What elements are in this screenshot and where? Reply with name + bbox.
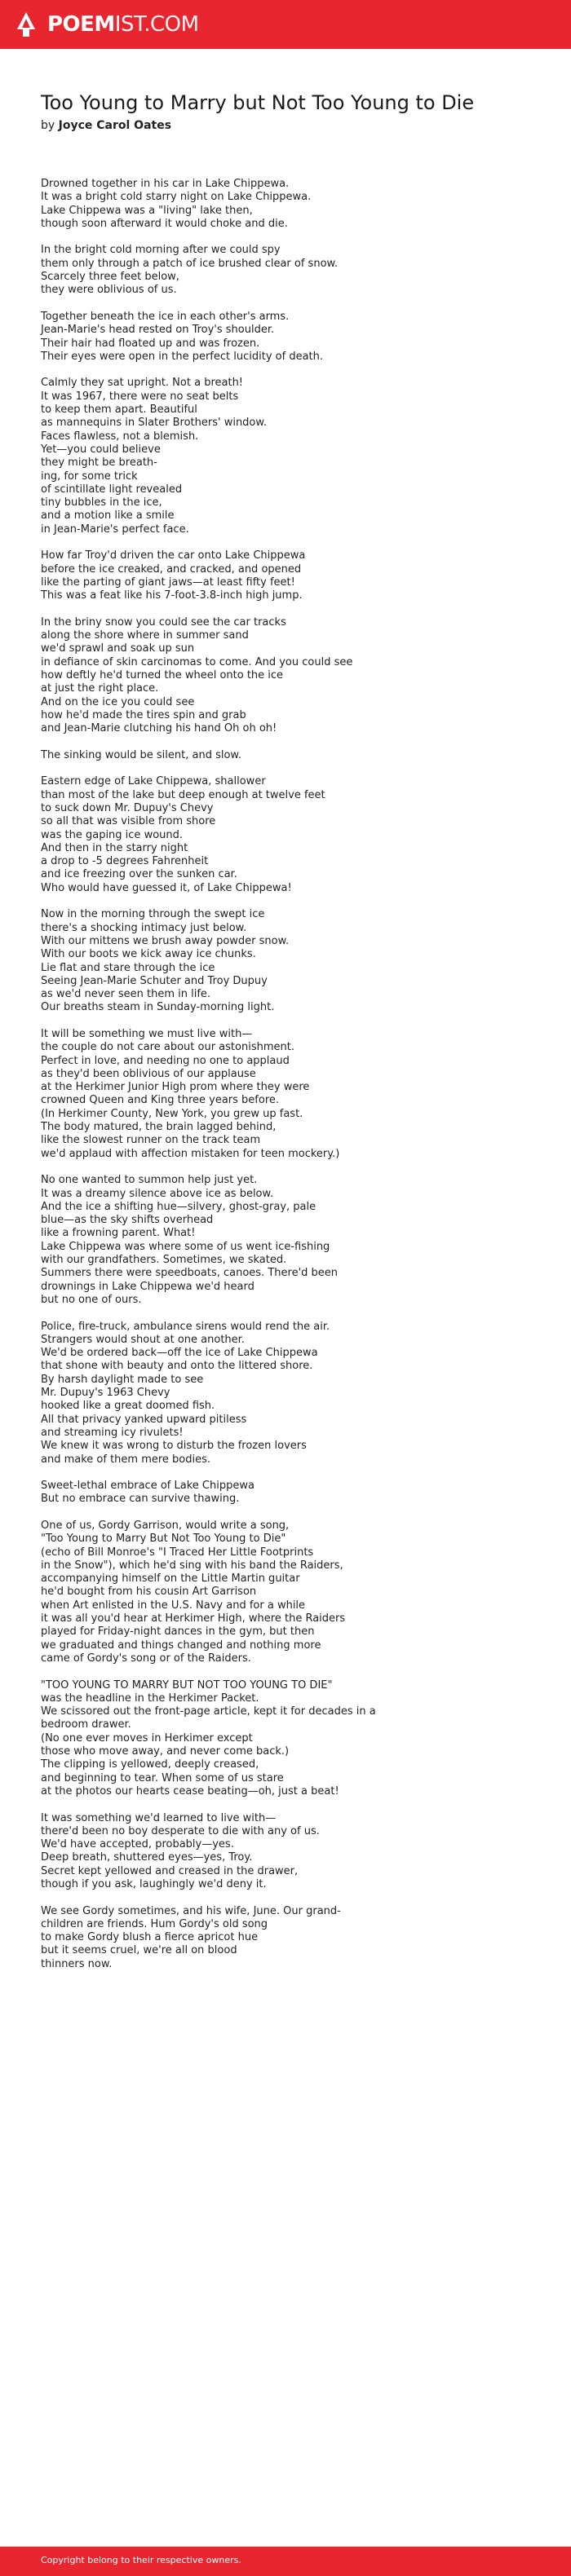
poem-line: Lake Chippewa was a "living" lake then, bbox=[41, 204, 253, 217]
poem-line: but no one of ours. bbox=[41, 1293, 142, 1306]
poem-line: It will be something we must live with— bbox=[41, 1028, 253, 1040]
poem-line: came of Gordy's song or of the Raiders. bbox=[41, 1652, 251, 1665]
poem-line: We scissored out the front-page article, kept it for decades in a bbox=[41, 1705, 376, 1718]
stanza bbox=[41, 775, 538, 895]
poem-line: The body matured, the brain lagged behind, bbox=[41, 1121, 277, 1134]
poem-line: And then in the starry night bbox=[41, 841, 188, 854]
poem-line: (No one ever moves in Herkimer except bbox=[41, 1731, 253, 1745]
poem-line: All that privacy yanked upward pitiless bbox=[41, 1413, 247, 1426]
poem-line: and streaming icy rivulets! bbox=[41, 1426, 184, 1439]
poem-line: and Jean-Marie clutching his hand Oh oh oh! bbox=[41, 722, 277, 735]
stanza bbox=[41, 178, 538, 231]
poem-line: Eastern edge of Lake Chippewa, shallower bbox=[41, 775, 266, 788]
poem-line: how deftly he'd turned the wheel onto the ice bbox=[41, 668, 284, 681]
poem-line: No one wanted to summon help just yet. bbox=[41, 1174, 258, 1187]
poem-line: played for Friday-night dances in the gym, but then bbox=[41, 1625, 315, 1639]
poem-line: crowned Queen and King three years before. bbox=[41, 1094, 280, 1107]
copyright-notice: Copyright belong to their respective owners. bbox=[41, 2555, 241, 2565]
poem-line: In the bright cold morning after we could spy bbox=[41, 244, 281, 257]
stanza bbox=[41, 1520, 538, 1665]
poem-line: to keep them apart. Beautiful bbox=[41, 404, 197, 417]
poem-line: the couple do not care about our astonishment. bbox=[41, 1041, 294, 1054]
poem-line: thinners now. bbox=[41, 1957, 113, 1970]
poem-line: them only through a patch of ice brushed clear of snow. bbox=[41, 257, 339, 270]
poem-line: when Art enlisted in the U.S. Navy and for a while bbox=[41, 1599, 306, 1612]
poem-line: they were oblivious of us. bbox=[41, 284, 177, 297]
poem-line: bedroom drawer. bbox=[41, 1718, 131, 1731]
poem-line: as mannequins in Slater Brothers' window. bbox=[41, 417, 267, 430]
site-logo[interactable] bbox=[47, 12, 199, 37]
stanza bbox=[41, 1480, 538, 1506]
stanza bbox=[41, 749, 538, 762]
poem-line: we'd applaud with affection mistaken for teen mockery.) bbox=[41, 1147, 340, 1160]
poem-line: children are friends. Hum Gordy's old song bbox=[41, 1917, 268, 1930]
poem-line: With our boots we kick away ice chunks. bbox=[41, 948, 256, 961]
poem-line: than most of the lake but deep enough at twelve feet bbox=[41, 788, 325, 801]
poem-line: In the briny snow you could see the car tracks bbox=[41, 615, 286, 629]
poem-line: How far Troy'd driven the car onto Lake Chippewa bbox=[41, 549, 306, 562]
poem-line: Calmly they sat upright. Not a breath! bbox=[41, 377, 244, 390]
stanza bbox=[41, 908, 538, 1014]
poem-line: with our grandfathers. Sometimes, we skated. bbox=[41, 1254, 287, 1267]
poem-line: Yet—you could believe bbox=[41, 443, 161, 456]
stanza bbox=[41, 1321, 538, 1467]
author-link[interactable]: Joyce Carol Oates bbox=[58, 119, 172, 132]
poem-line: Their eyes were open in the perfect lucidity of death. bbox=[41, 350, 323, 363]
poem-line: a drop to -5 degrees Fahrenheit bbox=[41, 855, 209, 868]
stanza bbox=[41, 549, 538, 602]
poem-line: they might be breath- bbox=[41, 457, 157, 470]
poem-line: By harsh daylight made to see bbox=[41, 1373, 204, 1386]
site-header bbox=[0, 0, 571, 49]
pen-nib-icon[interactable] bbox=[16, 11, 36, 37]
poem-line: at the photos our hearts cease beating—oh, just a beat! bbox=[41, 1784, 339, 1797]
poem-line: Together beneath the ice in each other's arms. bbox=[41, 310, 290, 323]
poem-line: And on the ice you could see bbox=[41, 695, 195, 708]
poem-line: like the slowest runner on the track team bbox=[41, 1134, 261, 1147]
poem-line: One of us, Gordy Garrison, would write a song, bbox=[41, 1519, 290, 1532]
poem-line: Police, fire-truck, ambulance sirens would rend the air. bbox=[41, 1320, 330, 1333]
poem-line: it was all you'd hear at Herkimer High, where the Raiders bbox=[41, 1612, 346, 1625]
poem-line: Who would have guessed it, of Lake Chippewa! bbox=[41, 881, 292, 894]
poem-line: But no embrace can survive thawing. bbox=[41, 1493, 240, 1506]
poem-line: but it seems cruel, we're all on blood bbox=[41, 1944, 237, 1957]
poem-line: and ice freezing over the sunken car. bbox=[41, 868, 237, 881]
poem-line: The sinking would be silent, and slow. bbox=[41, 748, 241, 761]
poem-line: It was a dreamy silence above ice as below. bbox=[41, 1187, 274, 1200]
poem-line: This was a feat like his 7-foot-3.8-inch high jump. bbox=[41, 589, 303, 602]
poem-byline bbox=[41, 119, 171, 132]
poem-line: Strangers would shout at one another. bbox=[41, 1333, 245, 1346]
poem-line: and a motion like a smile bbox=[41, 509, 175, 523]
stanza bbox=[41, 1028, 538, 1161]
poem-line: in Jean-Marie's perfect face. bbox=[41, 523, 189, 536]
poem-line: in the Snow"), which he'd sing with his band the Raiders, bbox=[41, 1559, 343, 1572]
poem-line: We see Gordy sometimes, and his wife, June. Our grand- bbox=[41, 1904, 341, 1917]
poem-line: as we'd never seen them in life. bbox=[41, 988, 211, 1001]
logo-light-text: IST.COM bbox=[114, 12, 199, 37]
poem-line: It was 1967, there were no seat belts bbox=[41, 390, 239, 403]
poem-line: tiny bubbles in the ice, bbox=[41, 496, 162, 509]
stanza bbox=[41, 244, 538, 297]
poem-line: (In Herkimer County, New York, you grew up fast. bbox=[41, 1107, 303, 1120]
poem-line: and make of them mere bodies. bbox=[41, 1453, 211, 1466]
poem-line: Their hair had floated up and was frozen. bbox=[41, 337, 260, 350]
byline-prefix: by bbox=[41, 119, 59, 132]
poem-line: that shone with beauty and onto the littered shore. bbox=[41, 1360, 313, 1373]
poem-line: of scintillate light revealed bbox=[41, 483, 183, 496]
poem-line: It was a bright cold starry night on Lake Chippewa. bbox=[41, 191, 312, 204]
logo-bold-text: POEM bbox=[47, 12, 115, 37]
poem-line: We'd be ordered back—off the ice of Lake Chippewa bbox=[41, 1347, 318, 1360]
poem-line: Perfect in love, and needing no one to applaud bbox=[41, 1054, 290, 1067]
poem-line: We'd have accepted, probably—yes. bbox=[41, 1838, 234, 1851]
poem-body bbox=[41, 178, 538, 1984]
poem-line: was the gaping ice wound. bbox=[41, 828, 184, 841]
poem-line: he'd bought from his cousin Art Garrison bbox=[41, 1586, 257, 1599]
poem-title: Too Young to Marry but Not Too Young to Die bbox=[41, 91, 475, 114]
poem-line: how he'd made the tires spin and grab bbox=[41, 708, 246, 721]
poem-line: Our breaths steam in Sunday-morning light. bbox=[41, 1001, 275, 1014]
stanza bbox=[41, 377, 538, 536]
poem-line: Faces flawless, not a blemish. bbox=[41, 430, 199, 443]
stanza bbox=[41, 311, 538, 364]
poem-line: to make Gordy blush a fierce apricot hue bbox=[41, 1931, 259, 1944]
poem-line: ing, for some trick bbox=[41, 470, 138, 483]
stanza bbox=[41, 1905, 538, 1971]
poem-line: though soon afterward it would choke and die. bbox=[41, 217, 288, 230]
poem-line: to suck down Mr. Dupuy's Chevy bbox=[41, 801, 214, 814]
poem-line: The clipping is yellowed, deeply creased, bbox=[41, 1758, 259, 1771]
poem-line: though if you ask, laughingly we'd deny it. bbox=[41, 1878, 267, 1890]
poem-line: (echo of Bill Monroe's "I Traced Her Little Footprints bbox=[41, 1546, 314, 1559]
poem-line: And the ice a shifting hue—silvery, ghost-gray, pale bbox=[41, 1200, 316, 1213]
stanza bbox=[41, 1174, 538, 1307]
poem-line: drownings in Lake Chippewa we'd heard bbox=[41, 1280, 255, 1293]
poem-line: like the parting of giant jaws—at least fifty feet! bbox=[41, 576, 295, 589]
poem-line: in defiance of skin carcinomas to come. And you could see bbox=[41, 655, 353, 668]
poem-line: With our mittens we brush away powder snow. bbox=[41, 934, 290, 947]
poem-line: Secret kept yellowed and creased in the drawer, bbox=[41, 1864, 299, 1877]
poem-line: along the shore where in summer sand bbox=[41, 629, 249, 642]
poem-line: It was something we'd learned to live with— bbox=[41, 1811, 277, 1824]
poem-line: there'd been no boy desperate to die with any of us. bbox=[41, 1824, 320, 1837]
poem-line: so all that was visible from shore bbox=[41, 815, 216, 828]
poem-line: as they'd been oblivious of our applause bbox=[41, 1067, 256, 1080]
stanza bbox=[41, 1812, 538, 1892]
poem-line: Deep breath, shuttered eyes—yes, Troy. bbox=[41, 1851, 253, 1864]
poem-line: was the headline in the Herkimer Packet. bbox=[41, 1692, 259, 1705]
stanza bbox=[41, 616, 538, 736]
poem-line: Seeing Jean-Marie Schuter and Troy Dupuy bbox=[41, 974, 268, 987]
poem-line: and beginning to tear. When some of us stare bbox=[41, 1771, 284, 1784]
poem-line: Mr. Dupuy's 1963 Chevy bbox=[41, 1387, 170, 1400]
poem-line: like a frowning parent. What! bbox=[41, 1227, 196, 1240]
poem-line: Lake Chippewa was where some of us went ice-fishing bbox=[41, 1240, 330, 1253]
poem-line: Drowned together in his car in Lake Chippewa. bbox=[41, 178, 290, 190]
poem-line: accompanying himself on the Little Martin guitar bbox=[41, 1573, 300, 1586]
poem-line: we graduated and things changed and nothing more bbox=[41, 1639, 321, 1652]
poem-line: blue—as the sky shifts overhead bbox=[41, 1214, 214, 1227]
poem-line: Jean-Marie's head rested on Troy's shoulder. bbox=[41, 324, 275, 337]
site-footer bbox=[0, 2547, 571, 2576]
poem-line: Lie flat and stare through the ice bbox=[41, 961, 215, 974]
poem-line: We knew it was wrong to disturb the frozen lovers bbox=[41, 1440, 307, 1453]
poem-line: Now in the morning through the swept ice bbox=[41, 908, 265, 921]
poem-line: before the ice creaked, and cracked, and opened bbox=[41, 562, 302, 576]
poem-line: there's a shocking intimacy just below. bbox=[41, 921, 247, 934]
poem-line: at the Herkimer Junior High prom where they were bbox=[41, 1081, 310, 1094]
poem-line: "TOO YOUNG TO MARRY BUT NOT TOO YOUNG TO DIE" bbox=[41, 1678, 333, 1692]
poem-line: Scarcely three feet below, bbox=[41, 271, 179, 284]
poem-line: at just the right place. bbox=[41, 682, 159, 695]
poem-line: Summers there were speedboats, canoes. There'd been bbox=[41, 1267, 339, 1280]
poem-line: "Too Young to Marry But Not Too Young to Die" bbox=[41, 1533, 286, 1546]
poem-line: Sweet-lethal embrace of Lake Chippewa bbox=[41, 1480, 255, 1493]
poem-line: hooked like a great doomed fish. bbox=[41, 1400, 215, 1413]
stanza bbox=[41, 1679, 538, 1799]
poem-line: those who move away, and never come back.) bbox=[41, 1745, 290, 1758]
poem-line: we'd sprawl and soak up sun bbox=[41, 642, 195, 655]
